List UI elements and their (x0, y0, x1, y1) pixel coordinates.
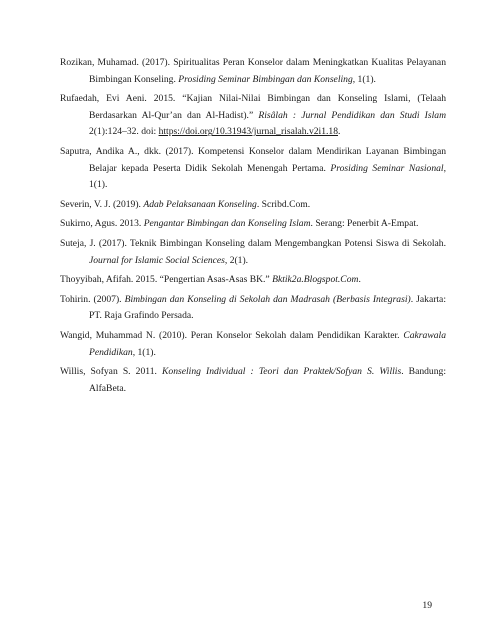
reference-entry (60, 55, 446, 88)
reference-source: Bimbingan dan Konseling di Sekolah dan Madrasah (Berbasis Integrasi) (124, 293, 411, 305)
reference-detail: . Jakarta: PT. Raja Grafindo Persada. (89, 293, 446, 322)
reference-entry (60, 328, 446, 361)
reference-detail: , 1(1). (132, 346, 156, 358)
reference-text: Rufaedah, Evi Aeni. 2015. “Kajian Nilai-Nilai Bimbingan dan Konseling Islami, (Telaah Berdasarkan Al-Qur’an dan Al-Hadist).” (60, 93, 446, 121)
reference-text: Rozikan, Muhamad. (2017). Spiritualitas Peran Konselor dalam Meningkatkan Kualitas Pelayanan Bimbingan Konseling. (60, 57, 446, 85)
reference-text: Wangid, Muhammad N. (2010). Peran Konselor Sekolah dalam Pendidikan Karakter. (60, 329, 404, 341)
reference-detail: . Bandung: AlfaBeta. (89, 366, 446, 394)
reference-entry (60, 236, 446, 269)
reference-entry (60, 216, 446, 233)
reference-text: Thoyyibah, Afifah. 2015. “Pengertian Asas-Asas BK.” (60, 274, 273, 286)
reference-source: Cakrawala Pendidikan (89, 329, 446, 358)
reference-text: Sukirno, Agus. 2013. (60, 218, 144, 230)
reference-source: Journal for Islamic Social Sciences (89, 254, 225, 266)
doi-link[interactable]: https://doi.org/10.31943/jurnal_risalah.v2i1.18 (158, 126, 338, 138)
reference-entry (60, 272, 446, 289)
reference-detail: . Scribd.Com. (256, 198, 311, 210)
reference-text: Willis, Sofyan S. 2011. (60, 366, 162, 378)
reference-entry (60, 292, 446, 325)
reference-text: Tohirin. (2007). (60, 293, 125, 305)
reference-detail: , 1(1). (352, 73, 376, 85)
reference-source: Konseling Individual : Teori dan Praktek/Sofyan S. Willis (162, 366, 402, 378)
reference-source: Pengantar Bimbingan dan Konseling Islam (143, 218, 311, 230)
reference-source: Adab Pelaksanaan Konseling (143, 198, 257, 210)
reference-source: Prosiding Seminar Nasional (330, 162, 444, 174)
reference-source: Prosiding Seminar Bimbingan dan Konseling (178, 73, 353, 85)
reference-text: Saputra, Andika A., dkk. (2017). Kompetensi Konselor dalam Mendirikan Layanan Bimbingan Belajar kepada Peserta Didik Sekolah Menengah Pertama. (60, 145, 446, 174)
reference-source: Bktik2a.Blogspot.Com (272, 274, 359, 286)
reference-end: . (338, 126, 341, 138)
reference-detail: . Serang: Penerbit A-Empat. (310, 218, 419, 230)
reference-detail: . (358, 274, 361, 286)
reference-detail: 2(1):124–32. doi: (89, 126, 159, 138)
reference-list (60, 55, 446, 400)
reference-text: Severin, V. J. (2019). (60, 198, 144, 210)
reference-entry (60, 364, 446, 397)
page-number: 19 (422, 600, 432, 611)
reference-text: Suteja, J. (2017). Teknik Bimbingan Konseling dalam Mengembangkan Potensi Siswa di Sekolah. (60, 237, 446, 249)
reference-detail: , 2(1). (224, 254, 249, 266)
reference-detail: , 1(1). (89, 162, 446, 191)
reference-entry (60, 91, 446, 141)
reference-source: Risâlah : Jurnal Pendidikan dan Studi Islam (258, 109, 446, 121)
reference-entry (60, 197, 446, 214)
reference-entry (60, 144, 446, 194)
